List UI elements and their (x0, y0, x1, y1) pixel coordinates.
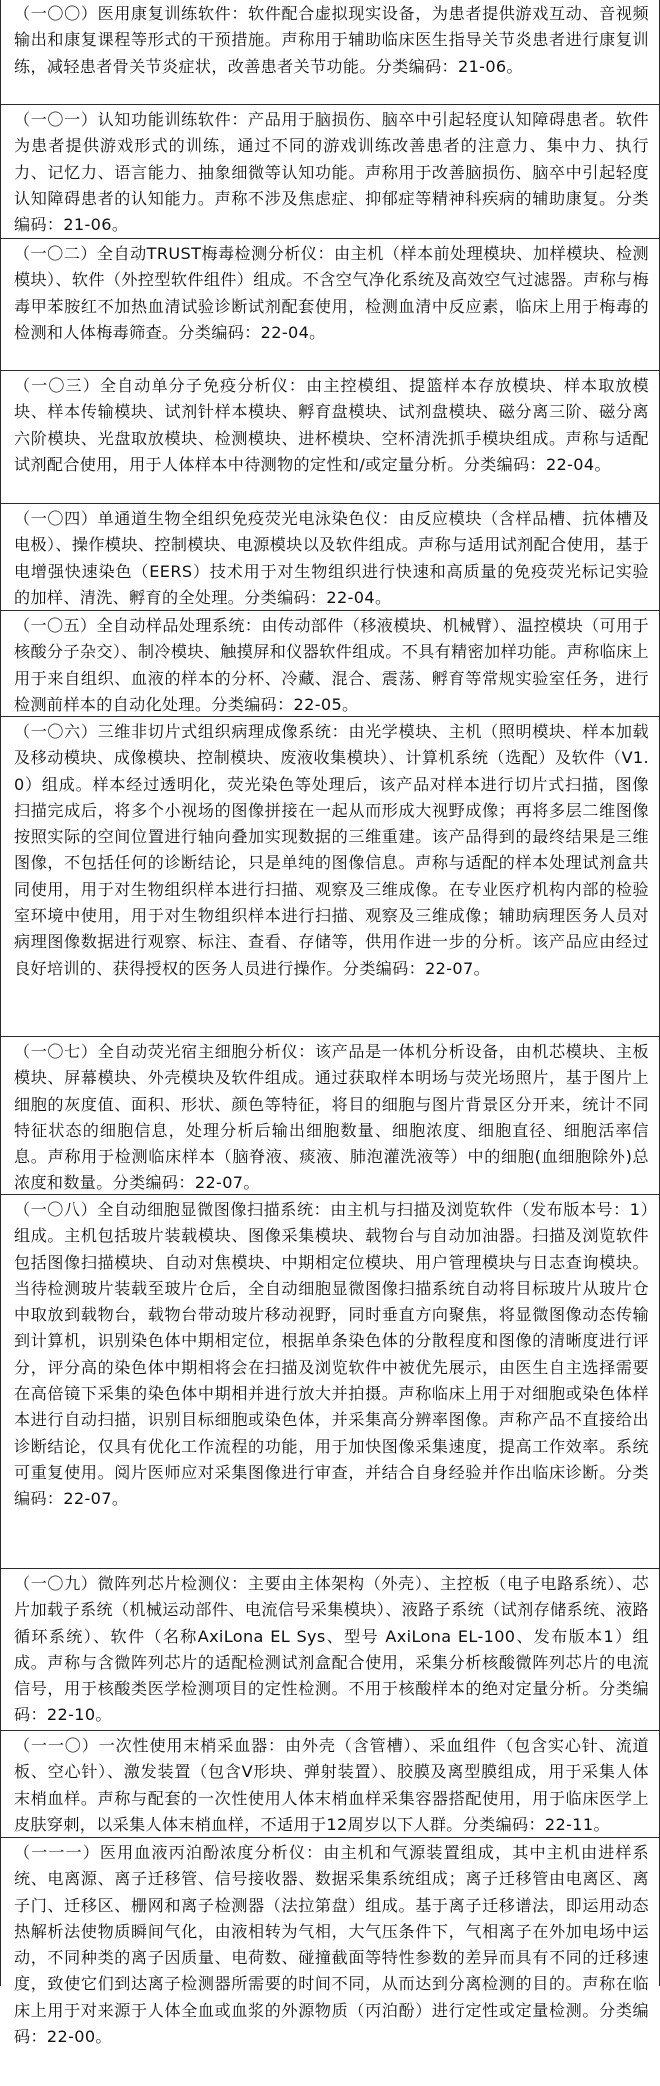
entry-104-text: （一〇四）单通道生物全组织免疫荧光电泳染色仪：由反应模块（含样品槽、抗体槽及电极）、操作模块、控制模块、电源模块以及软件组成。声称与适用试剂配合使用，基于电增强快速染色（EERS）技术用于对生物组织进行快速和高质量的免疫荧光标记实验的加样、清洗、孵育的全处理。分类编码：22-04。 (14, 509, 649, 607)
entry-101 (1, 105, 659, 239)
entry-107-text: （一〇七）全自动荧光宿主细胞分析仪：该产品是一体机分析设备，由机芯模块、主板模块、屏幕模块、外壳模块及软件组成。通过获取样本明场与荧光场照片，基于图片上细胞的灰度值、面积、形状、颜色等特征，将目的细胞与图片背景区分开来，统计不同特征状态的细胞信息，处理分析后输出细胞数量、细胞浓度、细胞直径、细胞活率信息。声称用于检测临床样本（脑脊液、痰液、肺泡灌洗液等）中的细胞(血细胞除外)总浓度和数量。分类编码：22-07。 (14, 1042, 649, 1193)
entry-101-text: （一〇一）认知功能训练软件：产品用于脑损伤、脑卒中引起轻度认知障碍患者。软件为患者提供游戏形式的训练，通过不同的游戏训练改善患者的注意力、集中力、执行力、记忆力、语言能力、抽象细微等认知功能。声称用于改善脑损伤、脑卒中引起轻度认知障碍患者的认知能力。声称不涉及焦虑症、抑郁症等精神科疾病的辅助康复。分类编码：21-06。 (14, 110, 649, 235)
entry-104 (1, 504, 659, 611)
entry-108 (1, 1195, 659, 1569)
entry-103-text: （一〇三）全自动单分子免疫分析仪：由主控模组、提篮样本存放模块、样本取放模块、样本传输模块、试剂针样本模块、孵育盘模块、试剂盘模块、磁分离三阶、磁分离六阶模块、光盘取放模块、检测模块、进杯模块、空杯清洗抓手模块组成。声称与适配试剂配合使用，用于人体样本中待测物的定性和/或定量分析。分类编码：22-04。 (14, 376, 649, 474)
entry-102 (1, 239, 659, 371)
entry-111 (1, 1838, 659, 2086)
entry-102-text: （一〇二）全自动TRUST梅毒检测分析仪：由主机（样本前处理模块、加样模块、检测模块）、软件（外控型软件组件）组成。不含空气净化系统及高效空气过滤器。声称与梅毒甲苯胺红不加热血清试验诊断试剂配套使用，检测血清中反应素，临床上用于梅毒的检测和人体梅毒筛查。分类编码：22-04。 (14, 244, 649, 342)
entry-110-text: （一一〇）一次性使用末梢采血器：由外壳（含管槽）、采血组件（包含实心针、流道板、空心针）、激发装置（包含V形块、弹射装置）、胶膜及离型膜组成，用于采集人体末梢血样。声称与配套的一次性使用人体末梢血样采集容器搭配使用，用于临床医学上皮肤穿刺，以采集人体末梢血样，不适用于12周岁以下人群。分类编码：22-11。 (14, 1736, 649, 1834)
entry-107 (1, 1037, 659, 1195)
entry-109 (1, 1569, 659, 1731)
entry-106-text: （一〇六）三维非切片式组织病理成像系统：由光学模块、主机（照明模块、样本加载及移动模块、成像模块、控制模块、废液收集模块）、计算机系统（选配）及软件（V1.0）组成。样本经过透明化，荧光染色等处理后，该产品对样本进行切片式扫描，图像扫描完成后，将多个小视场的图像拼接在一起从而形成大视野成像；再将多层二维图像按照实际的空间位置进行轴向叠加实现数据的三维重建。该产品得到的最终结果是三维图像，不包括任何的诊断结论，只是单纯的图像信息。声称与适配的样本处理试剂盒共同使用，用于对生物组织样本进行扫描、观察及三维成像。在专业医疗机构内部的检验室环境中使用，用于对生物组织样本进行扫描、观察及三维成像；辅助病理医务人员对病理图像数据进行观察、标注、查看、存储等，供用作进一步的分析。该产品应由经过良好培训的、获得授权的医务人员进行操作。分类编码：22-07。 (14, 722, 649, 978)
entry-103 (1, 371, 659, 504)
entry-105-text: （一〇五）全自动样品处理系统：由传动部件（移液模块、机械臂）、温控模块（可用于核酸分子杂交）、制冷模块、触摸屏和仪器软件组成。不具有精密加样功能。声称临床上用于来自组织、血液的样本的分杯、冷藏、混合、震荡、孵育等常规实验室任务，进行检测前样本的自动化处理。分类编码：22-05。 (14, 616, 649, 714)
entry-109-text: （一〇九）微阵列芯片检测仪：主要由主体架构（外壳）、主控板（电子电路系统）、芯片加载子系统（机械运动部件、电流信号采集模块）、液路子系统（试剂存储系统、液路循环系统）、软件（名称AxiLona EL Sys、型号 AxiLona EL-100、发布版本1）组成。声称与含微阵列芯片的适配检测试剂盒配合使用，采集分析核酸微阵列芯片的电流信号，用于核酸类医学检测项目的定性检测。不用于核酸样本的绝对定量分析。分类编码：22-10。 (14, 1574, 649, 1725)
entry-106 (1, 717, 659, 1037)
entry-108-text: （一〇八）全自动细胞显微图像扫描系统：由主机与扫描及浏览软件（发布版本号：1）组成。主机包括玻片装载模块、图像采集模块、载物台与自动加油器。扫描及浏览软件包括图像扫描模块、自动对焦模块、中期相定位模块、用户管理模块与日志查询模块。当待检测玻片装载至玻片仓后，全自动细胞显微图像扫描系统自动将目标玻片从玻片仓中取放到载物台，载物台带动玻片移动视野，同时垂直方向聚焦，将显微图像动态传输到计算机，识别染色体中期相定位，根据单条染色体的分散程度和图像的清晰度进行评分，评分高的染色体中期相将会在扫描及浏览软件中被优先展示，由医生自主选择需要在高倍镜下采集的染色体中期相并进行放大并拍摄。声称临床上用于对细胞或染色体样本进行自动扫描，识别目标细胞或染色体，并采集高分辨率图像。声称产品不直接给出诊断结论，仅具有优化工作流程的功能，用于加快图像采集速度，提高工作效率。系统可重复使用。阅片医师应对采集图像进行审查，并结合自身经验并作出临床诊断。分类编码：22-07。 (14, 1200, 649, 1509)
entry-100 (1, 0, 659, 105)
entry-111-text: （一一一）医用血液丙泊酚浓度分析仪：由主机和气源装置组成，其中主机由进样系统、电离源、离子迁移管、信号接收器、数据采集系统组成；离子迁移管由电离区、离子门、迁移区、栅网和离子检测器（法拉第盘）组成。基于离子迁移谱法，即运用动态热解析法使物质瞬间气化，由液相转为气相，大气压条件下，气相离子在外加电场中运动，不同种类的离子因质量、电荷数、碰撞截面等特性参数的差异而具有不同的迁移速度，致使它们到达离子检测器所需要的时间不同，从而达到分离检测的目的。声称在临床上用于对来源于人体全血或血浆的外源物质（丙泊酚）进行定性或定量检测。分类编码：22-00。 (14, 1843, 649, 2047)
entry-100-text: （一〇〇）医用康复训练软件：软件配合虚拟现实设备，为患者提供游戏互动、音视频输出和康复课程等形式的干预措施。声称用于辅助临床医生指导关节炎患者进行康复训练，减轻患者骨关节炎症状，改善患者关节功能。分类编码：21-06。 (14, 4, 649, 76)
entry-110 (1, 1731, 659, 1838)
entry-105 (1, 611, 659, 717)
